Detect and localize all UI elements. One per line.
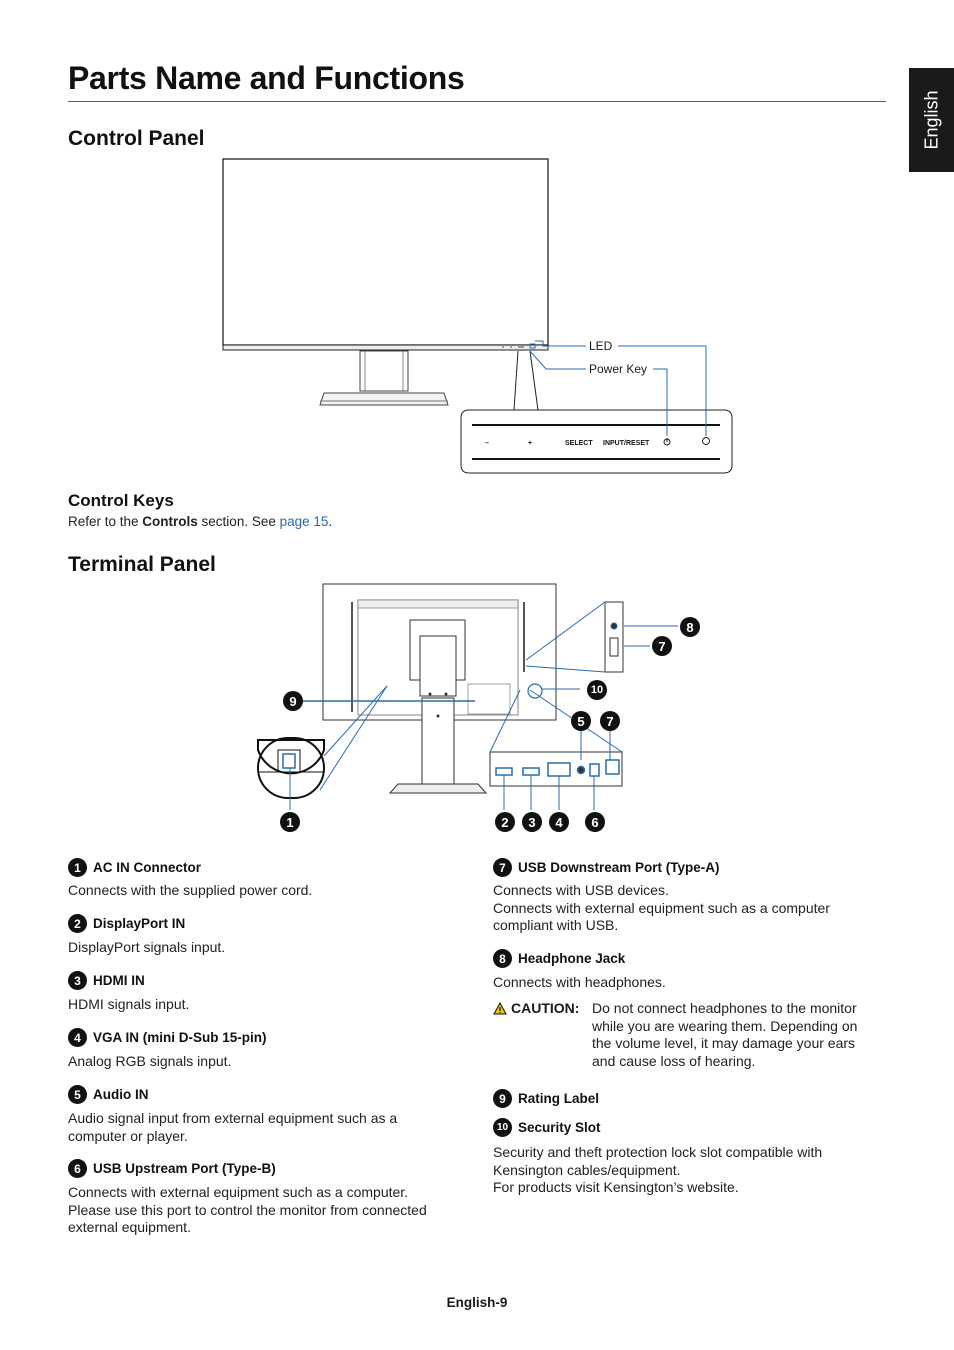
- item-hdmi-desc: HDMI signals input.: [68, 996, 190, 1012]
- item-usb-upstream-desc: Connects with external equipment such as a computer. Please use this port to control the monitor from connected external equipment.: [68, 1184, 427, 1235]
- control-keys-heading: Control Keys: [68, 491, 174, 510]
- item-vga: 4 VGA IN (mini D-Sub 15-pin): [68, 1028, 267, 1047]
- caution-label: CAUTION:: [493, 1000, 579, 1016]
- callout-1: 1: [280, 812, 300, 832]
- callout-9: 9: [283, 691, 303, 711]
- item-security-slot: 10 Security Slot: [493, 1118, 601, 1137]
- item-hdmi: 3 HDMI IN: [68, 971, 145, 990]
- callout-2: 2: [495, 812, 515, 832]
- callout-4: 4: [549, 812, 569, 832]
- terminal-panel-heading: Terminal Panel: [68, 553, 216, 576]
- callout-10: 10: [587, 680, 607, 700]
- item-usb-upstream: 6 USB Upstream Port (Type-B): [68, 1159, 276, 1178]
- item-rating-label: 9 Rating Label: [493, 1089, 599, 1108]
- control-panel-diagram: [200, 155, 760, 480]
- control-keys-reference: Refer to the Controls section. See page 15.: [68, 514, 333, 529]
- page-title: Parts Name and Functions: [68, 60, 465, 96]
- control-panel-heading: Control Panel: [68, 127, 205, 150]
- callout-3: 3: [522, 812, 542, 832]
- item-ac-in: 1 AC IN Connector: [68, 858, 201, 877]
- item-headphone-desc: Connects with headphones.: [493, 974, 666, 990]
- callout-7-bottom: 7: [600, 711, 620, 731]
- callout-7-side: 7: [652, 636, 672, 656]
- item-displayport-desc: DisplayPort signals input.: [68, 939, 226, 955]
- key-input-reset: INPUT/RESET: [603, 440, 650, 447]
- caution-text: Do not connect headphones to the monitor while you are wearing them. Depending on the volume level, it may damage your ears and cause loss of hearing.: [592, 1000, 858, 1069]
- led-label: LED: [589, 339, 613, 353]
- title-rule: [68, 101, 886, 102]
- key-minus: –: [485, 440, 489, 447]
- callout-5: 5: [571, 711, 591, 731]
- item-audio-in-desc: Audio signal input from external equipment such as a computer or player.: [68, 1110, 398, 1144]
- power-key-label: Power Key: [589, 362, 648, 376]
- page-link[interactable]: page 15: [279, 514, 329, 529]
- item-usb-downstream-desc: Connects with USB devices. Connects with external equipment such as a computer compliant with USB.: [493, 882, 830, 933]
- callout-8: 8: [680, 617, 700, 637]
- item-displayport: 2 DisplayPort IN: [68, 914, 185, 933]
- item-vga-desc: Analog RGB signals input.: [68, 1053, 232, 1069]
- item-headphone: 8 Headphone Jack: [493, 949, 625, 968]
- key-select: SELECT: [565, 440, 593, 447]
- item-audio-in: 5 Audio IN: [68, 1085, 149, 1104]
- warning-icon: [493, 1002, 507, 1015]
- item-security-slot-desc: Security and theft protection lock slot compatible with Kensington cables/equipment. For products visit Kensington’s website.: [493, 1144, 823, 1195]
- item-ac-in-desc: Connects with the supplied power cord.: [68, 882, 313, 898]
- callout-6: 6: [585, 812, 605, 832]
- key-plus: +: [528, 440, 533, 447]
- page-footer: English-9: [446, 1295, 508, 1310]
- language-tab-label: English: [921, 90, 941, 150]
- terminal-panel-diagram: [250, 580, 710, 810]
- language-tab[interactable]: [909, 68, 954, 172]
- item-usb-downstream: 7 USB Downstream Port (Type-A): [493, 858, 720, 877]
